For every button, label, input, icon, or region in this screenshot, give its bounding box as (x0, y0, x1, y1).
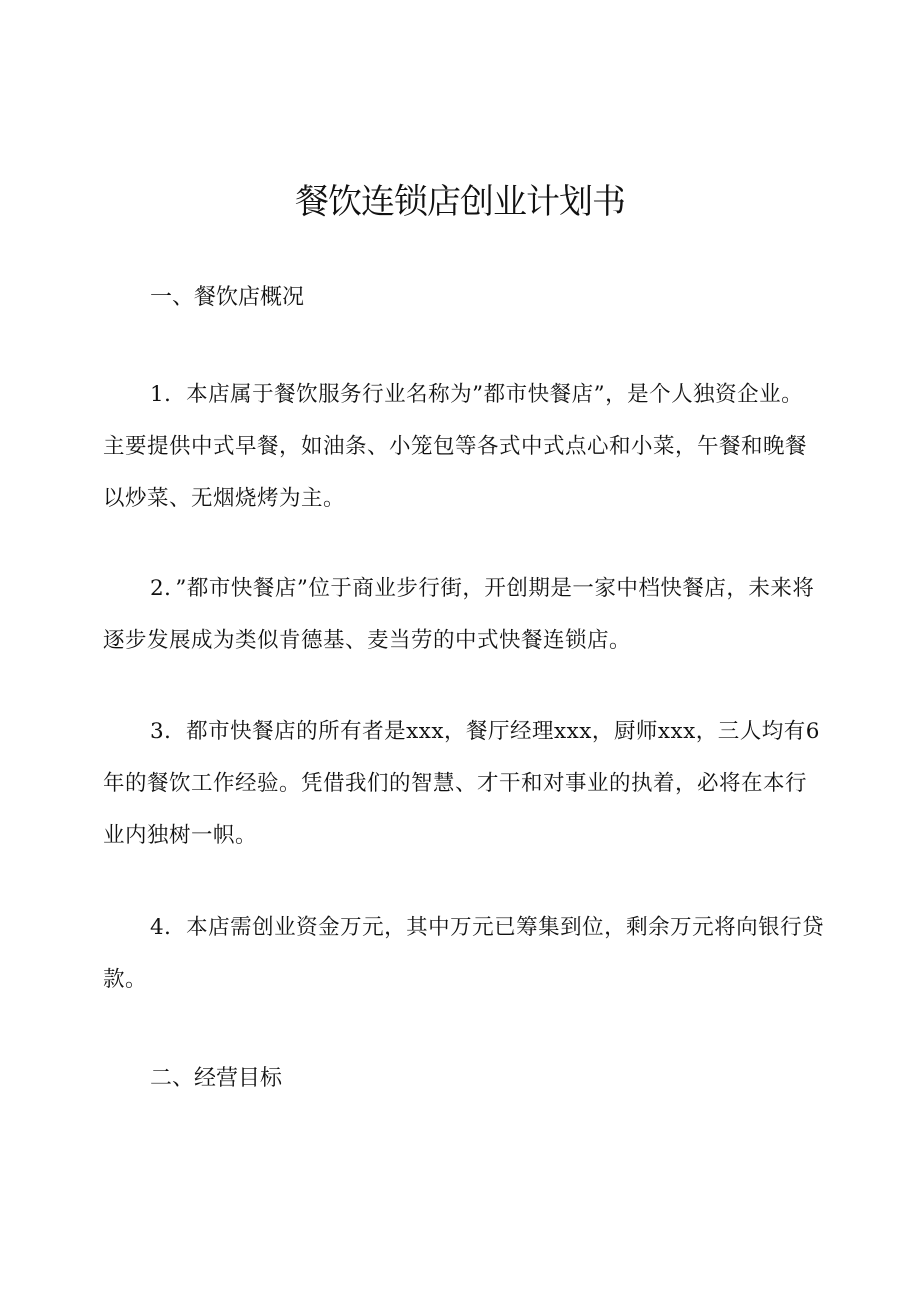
paragraph-1: 1．本店属于餐饮服务行业名称为”都市快餐店”，是个人独资企业。主要提供中式早餐，如油条、小笼包等各式中式点心和小菜，午餐和晚餐以炒菜、无烟烧烤为主。 (103, 382, 808, 511)
paragraph-2: 2．”都市快餐店”位于商业步行街，开创期是一家中档快餐店，未来将逐步发展成为类似肯德基、麦当劳的中式快餐连锁店。 (103, 576, 815, 653)
document-title: 餐饮连锁店创业计划书 (295, 182, 625, 222)
section-heading-overview: 一、餐饮店概况 (150, 285, 305, 310)
paragraph-4: 4．本店需创业资金万元，其中万元已筹集到位，剩余万元将向银行贷款。 (103, 915, 825, 992)
section-heading-goals: 二、经营目标 (150, 1066, 283, 1091)
paragraph-3: 3．都市快餐店的所有者是xxx，餐厅经理xxx，厨师xxx，三人均有6年的餐饮工作经验。凭借我们的智慧、才干和对事业的执着，必将在本行业内独树一帜。 (103, 719, 820, 848)
